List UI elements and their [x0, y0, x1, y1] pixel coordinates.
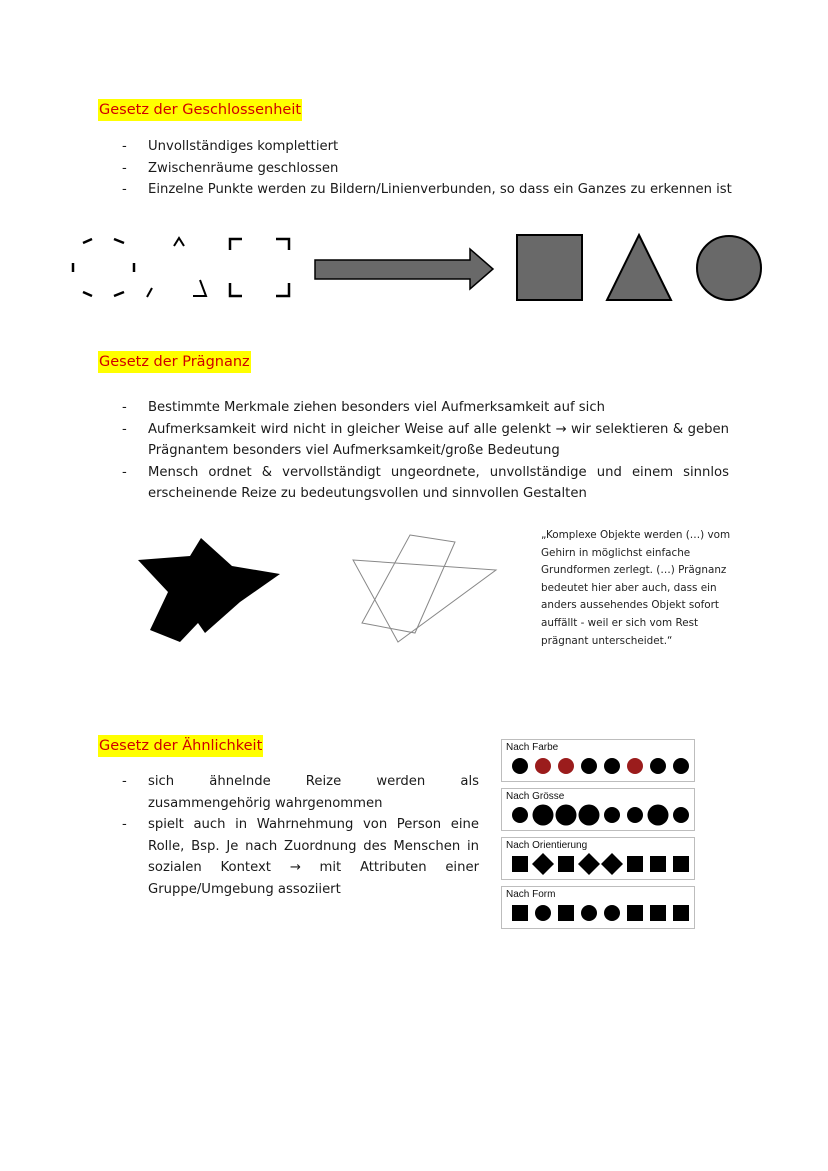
incomplete-triangle-figure: [147, 238, 206, 297]
similarity-box-color: [501, 739, 695, 782]
similarity-box-size: [501, 788, 695, 831]
circle-mark: [673, 758, 689, 774]
similarity-box-label: Nach Farbe: [506, 742, 559, 753]
circle-red-mark: [558, 758, 574, 774]
circle-mark: [581, 905, 597, 921]
square-mark: [627, 905, 643, 921]
circle-large-mark: [579, 805, 600, 826]
circle-mark: [581, 758, 597, 774]
outline-overlap-figure: [353, 535, 496, 642]
circle-mark: [512, 807, 528, 823]
shape-row: [502, 838, 694, 879]
circle-mark: [673, 807, 689, 823]
diamond-mark: [578, 853, 600, 875]
square-mark: [627, 856, 643, 872]
square-shape: [517, 235, 582, 300]
diamond-mark: [532, 853, 554, 875]
square-mark: [650, 905, 666, 921]
circle-mark: [512, 758, 528, 774]
list-item: - Bestimmte Merkmale ziehen besonders viel Aufmerksamkeit auf sich: [122, 397, 729, 419]
circle-mark: [535, 905, 551, 921]
closure-illustration: [0, 225, 828, 315]
circle-shape: [697, 236, 761, 300]
similarity-bullet-list: [122, 771, 479, 900]
list-item: - Mensch ordnet & vervollständigt ungeordnete, unvollständige und einem sinnlos erscheinende Reize zu bedeutungsvollen und sinnvollen Gestalten: [122, 462, 729, 505]
circle-red-mark: [535, 758, 551, 774]
shape-row: [502, 887, 694, 928]
pragnanz-quote: „Komplexe Objekte werden (…) vom Gehirn in möglichst einfache Grundformen zerlegt. (…) Prägnanz bedeutet hier aber auch, dass ein anders aussehendes Objekt sofort auffällt - weil er sich vom Rest prägnant unterscheidet.“: [541, 529, 731, 647]
shape-row: [502, 740, 694, 781]
circle-large-mark: [556, 805, 577, 826]
list-item: - Unvollständiges komplettiert: [122, 136, 762, 158]
incomplete-square-figure: [230, 239, 289, 296]
square-mark: [558, 856, 574, 872]
circle-red-mark: [627, 758, 643, 774]
list-item: - Aufmerksamkeit wird nicht in gleicher Weise auf alle gelenkt → wir selektieren & geben Prägnantem besonders viel Aufmerksamkeit/große Bedeutung: [122, 419, 729, 462]
similarity-box-form: [501, 886, 695, 929]
incomplete-circle-figure: [73, 239, 134, 296]
similarity-box-label: Nach Form: [506, 889, 556, 900]
heading-pragnanz: Gesetz der Prägnanz: [98, 351, 251, 373]
list-item: - sich ähnelnde Reize werden als zusammengehörig wahrgenommen: [122, 771, 479, 814]
circle-mark: [627, 807, 643, 823]
square-mark: [512, 905, 528, 921]
circle-mark: [650, 758, 666, 774]
heading-similarity: Gesetz der Ähnlichkeit: [98, 735, 263, 757]
triangle-shape: [607, 235, 671, 300]
list-item: - Einzelne Punkte werden zu Bildern/Linienverbunden, so dass ein Ganzes zu erkennen ist: [122, 179, 762, 201]
square-mark: [650, 856, 666, 872]
circle-mark: [604, 758, 620, 774]
circle-large-mark: [533, 805, 554, 826]
pragnanz-bullet-list: [122, 397, 729, 505]
pragnanz-illustration: [0, 530, 520, 650]
arrow-right-icon: [315, 249, 493, 289]
similarity-box-orientation: [501, 837, 695, 880]
square-mark: [673, 856, 689, 872]
square-mark: [673, 905, 689, 921]
shape-row: [502, 789, 694, 830]
diamond-mark: [601, 853, 623, 875]
square-mark: [512, 856, 528, 872]
circle-large-mark: [648, 805, 669, 826]
similarity-box-label: Nach Orientierung: [506, 840, 588, 851]
circle-mark: [604, 807, 620, 823]
circle-mark: [604, 905, 620, 921]
filled-overlap-figure: [138, 538, 280, 642]
heading-closure: Gesetz der Geschlossenheit: [98, 99, 302, 121]
list-item: - Zwischenräume geschlossen: [122, 158, 762, 180]
square-mark: [558, 905, 574, 921]
closure-bullet-list: [122, 136, 762, 201]
list-item: - spielt auch in Wahrnehmung von Person eine Rolle, Bsp. Je nach Zuordnung des Menschen in sozialen Kontext → mit Attributen einer Gruppe/Umgebung assoziiert: [122, 814, 479, 900]
similarity-box-label: Nach Grösse: [506, 791, 565, 802]
